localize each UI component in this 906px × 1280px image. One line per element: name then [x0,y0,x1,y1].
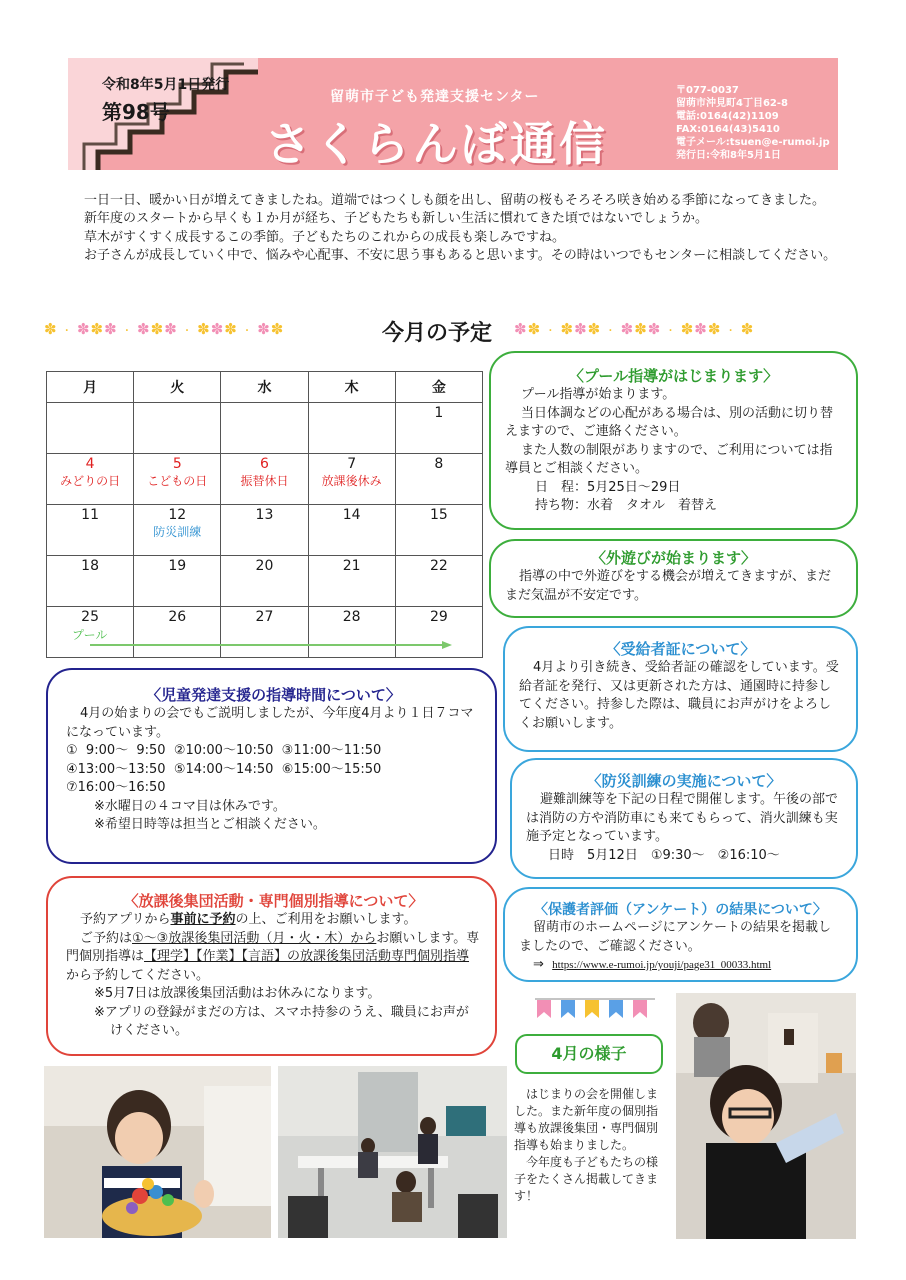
calendar-day [308,454,395,505]
arrow-icon: ⇒ [533,957,544,972]
pool-notice [489,351,858,530]
meeting-room-photo [278,1066,507,1238]
evaluation-title: 〈保護者評価（アンケート）の結果について〉 [534,902,827,918]
calendar-day [47,556,134,607]
calendar-week [47,403,483,454]
address: 留萌市沖見町4丁目62-8 [676,98,788,109]
contact-info [676,84,836,162]
certificate-text: 4月より引き続き、受給者証の確認をしています。受給者証を発行、又は更新された方は、通園時に持参してください。持参した際は、職員にお声がけをよろしくお願いします。 [519,660,839,731]
intro-paragraph: 一日一日、暖かい日が増えてきましたね。道端ではつくしも顔を出し、留萌の桜もそろそろ咲き始める季節になってきました。 [84,193,826,208]
pool-items: 持ち物：水着 タオル 着替え [535,498,718,513]
day-number: 6 [260,456,269,472]
postal-code: 〒077-0037 [676,85,739,96]
certificate-notice [503,626,858,752]
calendar-day [134,403,221,454]
outdoor-notice [489,539,858,618]
disaster-drill-notice [510,758,858,879]
day-number: 28 [342,609,361,625]
day-number: 4 [85,456,95,472]
day-number: 15 [429,507,448,523]
hours-note: ※水曜日の４コマ目は休みです。 [94,798,286,814]
calendar-day [47,403,134,454]
survey-results-link[interactable]: https://www.e-rumoi.jp/youji/page31_00033.html [552,959,772,971]
child-playing-photo [44,1066,271,1238]
day-number: 20 [255,558,274,574]
weekday-header: 金 [395,372,482,403]
calendar-day [308,505,395,556]
fax: FAX:0164(43)5410 [676,124,780,135]
day-number: 22 [429,558,448,574]
day-number: 29 [429,609,448,625]
calendar-day [395,505,482,556]
intro-paragraph: 新年度のスタートから早くも１か月が経ち、子どもたちも新しい生活に慣れてきた頃ではないでしょうか。 [84,211,709,227]
calendar-week [47,556,483,607]
evaluation-notice [503,887,858,982]
individual-guidance-emphasis: 【理学】【作業】【言語】の放課後集団活動専門個別指導 [144,949,470,964]
text-segment: の上、ご利用をお願いします。 [235,912,417,927]
outdoor-notice-title: 〈外遊びが始まります〉 [590,549,756,567]
day-number: 12 [168,507,187,523]
day-number: 5 [172,456,182,472]
newsletter-title: さくらんぼ通信 [265,117,608,171]
time-slots-line: ⑦16:00～16:50 [66,780,166,795]
pool-line: プール指導が始まります。 [521,387,676,402]
afterschool-note: ※5月7日は放課後集団活動はお休みになります。 [94,986,381,1001]
pool-line: 当日体調などの心配がある場合は、別の活動に切り替えますので、ご連絡ください。 [505,405,834,439]
time-slots-line: ① 9:00～ 9:50 ②10:00～10:50 ③11:00～11:50 [66,743,382,758]
day-number: 8 [434,456,444,472]
weekday-header: 月 [47,372,134,403]
april-description [514,1086,664,1205]
organization-name: 留萌市子ども発達支援センター [330,89,540,105]
child-reading-photo [676,993,856,1239]
carp-streamer-icon [535,996,655,1022]
calendar-day [221,454,308,505]
day-event: 振替休日 [240,474,289,488]
afterschool-reservation [66,911,481,930]
calendar-day [221,556,308,607]
guidance-hours-notice [46,668,497,864]
flower-decoration-left: ✽ ・ ✽✽✽ ・ ✽✽✽ ・ ✽✽✽ ・ ✽✽ [44,320,285,338]
phone: 電話:0164(42)1109 [676,111,779,122]
may-calendar [46,371,483,658]
pool-dates: 日 程：5月25日～29日 [535,479,681,495]
pool-period-label: プール [72,628,108,642]
weekday-header: 火 [134,372,221,403]
day-number: 14 [342,507,361,523]
calendar-day [395,403,482,454]
schedule-banner [44,316,862,346]
day-event: 防災訓練 [153,525,202,539]
day-number: 1 [434,405,444,421]
weekday-header: 木 [308,372,395,403]
day-number: 21 [342,558,361,574]
day-number: 13 [255,507,274,523]
intro-paragraph: 草木がすくすく成長するこの季節。子どもたちのこれからの成長も楽しみですね。 [84,229,566,245]
calendar-day [308,403,395,454]
pool-line: また人数の制限がありますので、ご利用については指導員とご相談ください。 [505,442,833,476]
hours-note: ※希望日時等は担当とご相談ください。 [94,817,326,832]
flower-decoration-right: ✽✽ ・ ✽✽✽ ・ ✽✽✽ ・ ✽✽✽ ・ ✽ [514,320,755,338]
calendar-day [134,454,221,505]
group-activity-emphasis: ①～③放課後集団活動（月・火・木）から [132,930,377,946]
calendar-day [308,556,395,607]
afterschool-note: ※アプリの登録がまだの方は、スマホ持参のうえ、職員にお声がけください。 [94,1004,469,1038]
weekday-header: 水 [221,372,308,403]
disaster-drill-schedule: 日時 5月12日 ①9:30～ ②16:10～ [548,847,780,863]
calendar-day [395,556,482,607]
text-segment: ご予約は [80,930,133,946]
day-number: 27 [255,609,274,625]
april-section-title: 4月の様子 [515,1034,663,1074]
issue-number: 第98号 [102,100,170,124]
calendar-day [134,556,221,607]
outdoor-text: 指導の中で外遊びをする機会が増えてきますが、まだまだ気温が不安定です。 [505,569,832,603]
pool-notice-title: 〈プール指導がはじまります〉 [568,367,779,385]
publish-date: 発行日:令和8年5月1日 [676,150,781,161]
day-number: 26 [168,609,187,625]
calendar-week [47,454,483,505]
day-number: 18 [81,558,99,574]
day-event: みどりの日 [60,474,121,488]
disaster-drill-title: 〈防災訓練の実施について〉 [586,772,782,790]
certificate-notice-title: 〈受給者証について〉 [605,640,756,658]
text-segment: お願いします。専門個別指導は [66,930,480,964]
day-event: こどもの日 [147,474,208,488]
schedule-title: 今月の予定 [382,321,493,346]
afterschool-booking-info [66,930,481,986]
afterschool-notice [46,876,497,1056]
day-event: 放課後休み [321,474,382,488]
guidance-hours-title: 〈児童発達支援の指導時間について〉 [146,686,401,704]
pool-period-arrow-icon [90,640,452,650]
day-number: 11 [81,507,99,523]
calendar-day [47,454,134,505]
calendar-day [221,403,308,454]
day-number: 25 [81,609,99,625]
april-paragraph: 今年度も子どもたちの様子をたくさん掲載してきます！ [514,1155,659,1203]
email: 電子メール:tsuen@e-rumoi.jp [676,137,830,148]
time-slots-line: ④13:00～13:50 ⑤14:00～14:50 ⑥15:00～15:50 [66,761,382,777]
evaluation-text: 留萌市のホームページにアンケートの結果を掲載しましたので、ご確認ください。 [519,920,831,954]
calendar-day [134,505,221,556]
issue-date: 令和8年5月1日発行 [102,77,230,93]
text-segment: から予約してください。 [66,967,210,983]
calendar-week [47,505,483,556]
day-number: 7 [347,456,357,472]
calendar-day [395,454,482,505]
day-number: 19 [168,558,187,574]
text-segment: 予約アプリから [80,912,171,927]
disaster-drill-text: 避難訓練等を下記の日程で開催します。午後の部では消防の方や消防車にも来てもらって、消火訓練も実施予定となっています。 [526,792,838,844]
afterschool-title: 〈放課後集団活動・専門個別指導について〉 [123,892,424,910]
april-paragraph: はじまりの会を開催しました。また新年度の個別指導も放課後集団・専門個別指導も始まりました。 [514,1087,659,1152]
calendar-day [47,505,134,556]
intro-paragraph: お子さんが成長していく中で、悩みや心配事、不安に思う事もあると思います。その時はいつでもセンターに相談してください。 [84,248,837,264]
reservation-emphasis: 事前に予約 [170,912,236,927]
intro-text [84,192,844,266]
guidance-hours-intro: 4月の始まりの会でもご説明しましたが、今年度4月より１日７コマになっています。 [66,706,474,740]
calendar-day [221,505,308,556]
